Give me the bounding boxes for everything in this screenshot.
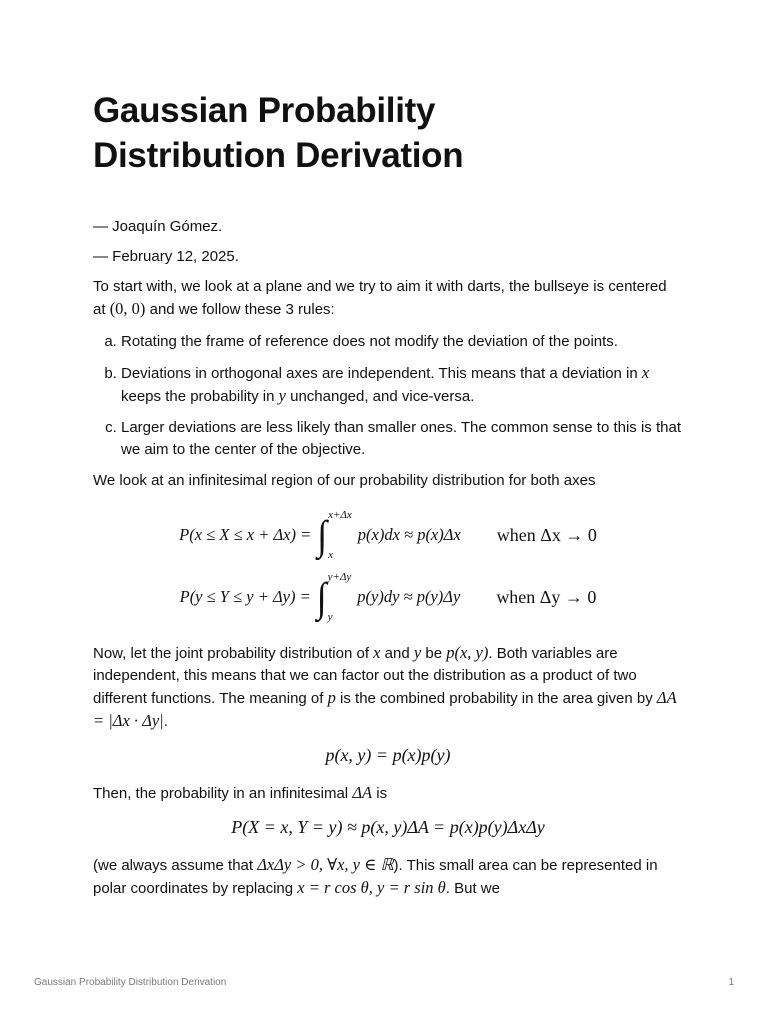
joint-text-3: be: [421, 645, 447, 662]
eq2-condition: when Δy → 0: [496, 586, 597, 607]
eq2-upper-limit: y+Δy: [327, 571, 352, 583]
rule-b: [121, 362, 683, 408]
rule-b-text-2: keeps the probability in: [121, 388, 279, 405]
eq1-upper-limit: x+Δx: [328, 509, 352, 521]
joint-math-pxy: p(x, y): [446, 643, 489, 662]
document-page: [93, 88, 683, 910]
joint-math-x: x: [373, 643, 381, 662]
then-text-1: Then, the probability in an infinitesimal: [93, 785, 353, 802]
rule-b-math-x: x: [641, 363, 650, 382]
joint-text-6: .: [163, 713, 168, 730]
eq2-lower-limit: y: [327, 611, 333, 623]
rule-a-text: Rotating the frame of reference does not modify the deviation of the points.: [121, 333, 618, 350]
eq2-rhs: p(y)dy ≈ p(y)Δy: [357, 587, 461, 606]
rule-a: [121, 331, 683, 353]
polar-paragraph: [93, 854, 683, 900]
infinitesimal-intro: We look at an infinitesimal region of our probability distribution for both axes: [93, 472, 596, 489]
polar-text-2: ). This small area can be represented in polar coordinates by replacing: [93, 857, 658, 897]
integral-sign-icon: ∫: [316, 574, 327, 620]
eq2-lhs: P(y ≤ Y ≤ y + Δy) =: [179, 587, 311, 606]
rule-b-math-y: y: [278, 386, 286, 405]
polar-text-1: (we always assume that: [93, 857, 258, 874]
joint-text-5: is the combined probability in the area given by: [335, 690, 657, 707]
joint-paragraph: [93, 642, 683, 733]
joint-text-4: . Both variables are independent, this means that we can factor out the distribution as a product of two different functions. The meaning of: [93, 645, 637, 707]
title-line-1: Gaussian Probability: [93, 91, 436, 130]
intro-text-2: and we follow these 3 rules:: [145, 301, 335, 318]
polar-math-substitution: x = r cos θ, y = r sin θ: [297, 878, 446, 897]
rule-b-text-1: Deviations in orthogonal axes are independent. This means that a deviation in: [121, 365, 642, 382]
polar-math-condition: ΔxΔy > 0, ∀x, y ∈ ℝ: [257, 855, 394, 874]
rule-c: [121, 417, 683, 461]
eq1-limits: [328, 509, 352, 561]
page-number: 1: [728, 977, 734, 988]
then-math-dA: ΔA: [352, 783, 373, 802]
equation-joint-product: p(x, y) = p(x)p(y): [325, 745, 451, 765]
polar-text-3: . But we: [445, 880, 500, 897]
rule-c-text: Larger deviations are less likely than smaller ones. The common sense to this is that we aim to the center of the objective.: [121, 419, 681, 458]
equation-y-integral: [93, 566, 683, 628]
eq2-integral: [317, 571, 352, 623]
joint-math-y: y: [413, 643, 422, 662]
title-line-2: Distribution Derivation: [93, 136, 464, 175]
eq1-lhs: P(x ≤ X ≤ x + Δx) =: [179, 525, 312, 544]
intro-text-1: To start with, we look at a plane and we try to aim it with darts, the bullseye is centered at: [93, 278, 667, 318]
eq1-condition: when Δx → 0: [496, 524, 597, 545]
joint-math-p: p: [327, 688, 336, 707]
joint-text-2: and: [380, 645, 414, 662]
eq1-lower-limit: x: [328, 549, 333, 561]
date-line: — February 12, 2025.: [93, 248, 239, 265]
footer-title: Gaussian Probability Distribution Derivation: [34, 977, 227, 988]
rule-b-text-3: unchanged, and vice-versa.: [285, 388, 475, 405]
equation-x-integral: [93, 504, 683, 566]
joint-text-1: Now, let the joint probability distribution of: [93, 645, 374, 662]
eq2-limits: [328, 571, 352, 623]
intro-math-origin: (0, 0): [109, 299, 146, 318]
then-paragraph: [93, 782, 683, 805]
joint-math-area: ΔA = |Δx · Δy|: [93, 688, 677, 730]
page-title: [93, 88, 683, 178]
eq1-rhs: p(x)dx ≈ p(x)Δx: [357, 525, 461, 544]
eq1-integral: [317, 509, 352, 561]
author-line: — Joaquín Gómez.: [93, 218, 223, 235]
intro-paragraph: [93, 276, 683, 321]
integral-sign-icon: ∫: [317, 512, 328, 558]
equation-probability-area: P(X = x, Y = y) ≈ p(x, y)ΔA = p(x)p(y)ΔxΔy: [231, 817, 545, 837]
rules-list: [93, 331, 683, 461]
then-text-2: is: [372, 785, 388, 802]
